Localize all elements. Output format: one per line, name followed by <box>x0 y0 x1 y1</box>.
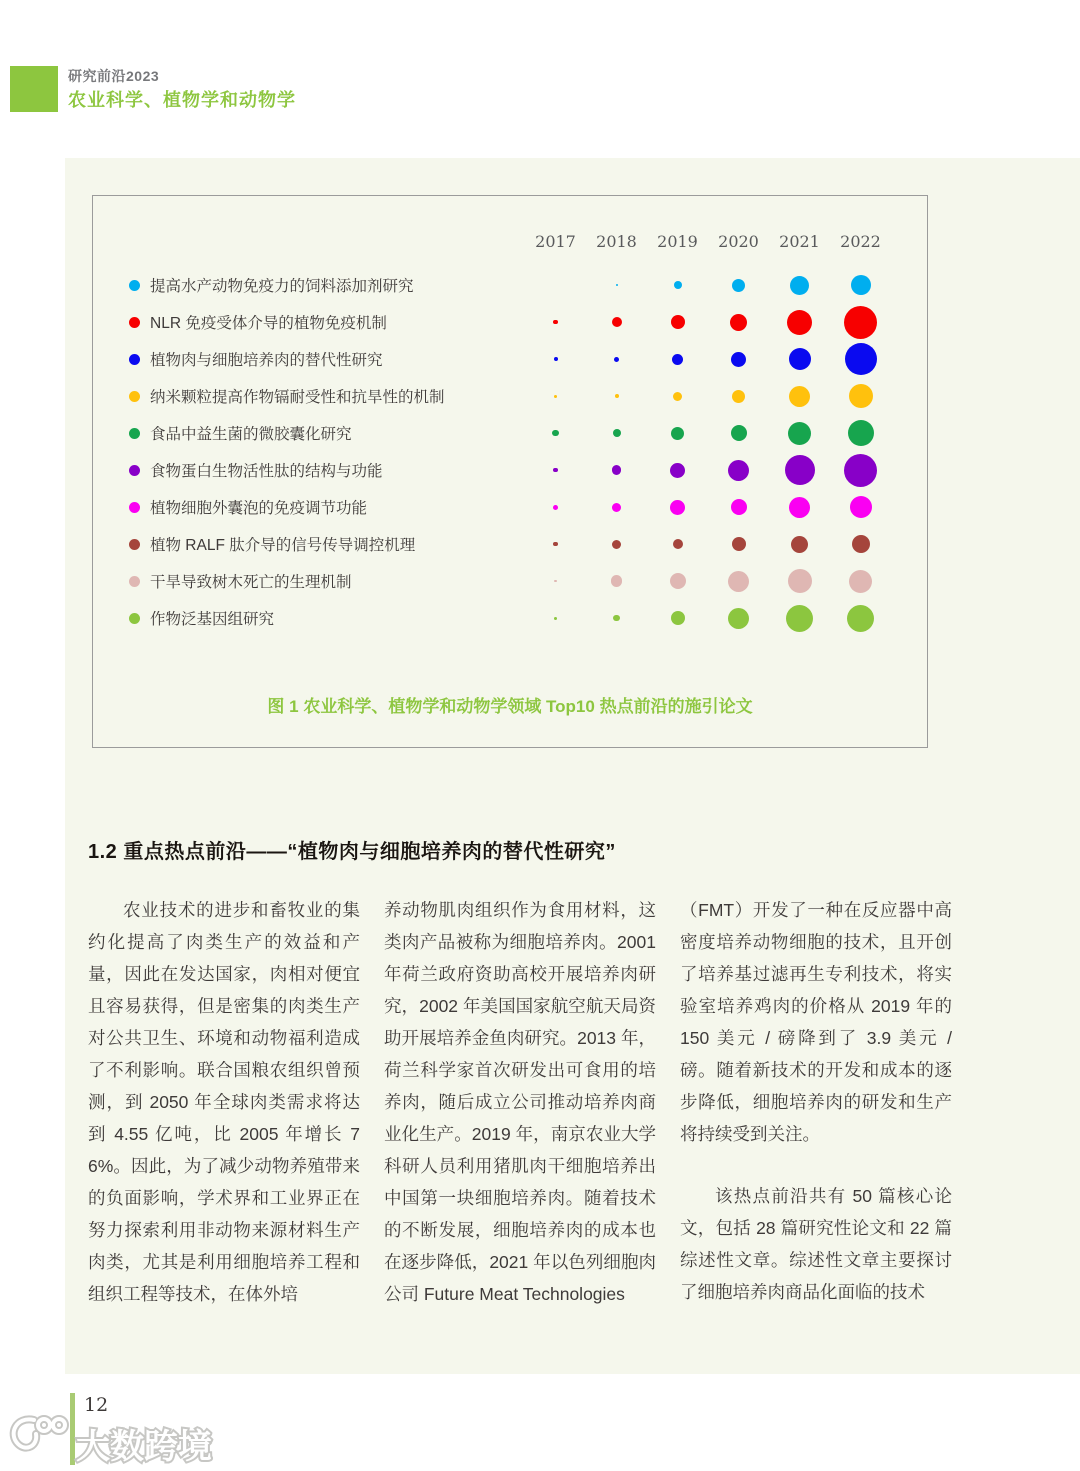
chart-topic-row <box>93 341 927 378</box>
topic-label: 纳米颗粒提高作物镉耐受性和抗旱性的机制 <box>150 389 445 406</box>
bubble-cell <box>708 563 769 600</box>
bubble <box>553 468 558 473</box>
bubble-cell <box>830 452 891 489</box>
legend-dot <box>129 354 140 365</box>
bubble-cell <box>525 563 586 600</box>
page-number: 12 <box>84 1394 109 1416</box>
legend-dot <box>129 576 140 587</box>
chart-topic-row <box>93 600 927 637</box>
chart-topic-row <box>93 452 927 489</box>
bubble-cell <box>525 378 586 415</box>
chart-topic-row <box>93 415 927 452</box>
topic-label: 植物 RALF 肽介导的信号传导调控机理 <box>150 537 416 554</box>
bubble <box>673 392 682 401</box>
bubble-cell <box>525 415 586 452</box>
body-column-1 <box>88 894 360 1310</box>
bubble <box>614 357 619 362</box>
bubble <box>786 605 813 632</box>
topic-label: 食物蛋白生物活性肽的结构与功能 <box>150 463 383 480</box>
bubble <box>788 422 811 445</box>
bubble <box>852 535 870 553</box>
bubble <box>670 573 686 589</box>
bubble-cell <box>708 378 769 415</box>
paragraph: （FMT）开发了一种在反应器中高密度培养动物细胞的技术，且开创了培养基过滤再生专利技术，将实验室培养鸡肉的价格从 2019 年的 150 美元 / 磅降到了 3.9 美元 / 磅。随着新技术的开发和成本的逐步降低，细胞培养肉的研发和生产将持续受到关注。 <box>680 900 952 1144</box>
paragraph: 农业技术的进步和畜牧业的集约化提高了肉类生产的效益和产量，因此在发达国家，肉相对便宜且容易获得，但是密集的肉类生产对公共卫生、环境和动物福利造成了不利影响。联合国粮农组织曾预测，到 2050 年全球肉类需求将达到 4.55 亿吨，比 2005 年增长 76%。因此，为了减少动物养殖带来的负面影响，学术界和工业界正在努力探索利用非动物来源材料生产肉类，尤其是利用细胞培养工程和组织工程等技术，在体外培 <box>88 900 360 1304</box>
chart-caption: 图 1 农业科学、植物学和动物学领域 Top10 热点前沿的施引论文 <box>267 697 753 716</box>
bubble-cell <box>586 341 647 378</box>
bubble <box>671 611 685 625</box>
body-columns <box>88 894 952 1310</box>
bubble <box>613 429 621 437</box>
paragraph: 养动物肌肉组织作为食用材料，这类肉产品被称为细胞培养肉。2001 年荷兰政府资助高校开展培养肉研究，2002 年美国国家航空航天局资助开展培养金鱼肉研究。2013 年，荷兰科学家首次研发出可食用的培养肉，随后成立公司推动培养肉商业化生产。2019 年，南京农业大学科研人员利用猪肌肉干细胞培养出中国第一块细胞培养肉。随着技术的不断发展，细胞培养肉的成本也在逐步降低，2021 年以色列细胞肉公司 Future Meat Technologies <box>384 900 656 1304</box>
bubble-cells <box>525 304 891 341</box>
bubble-cell <box>525 600 586 637</box>
legend-dot <box>129 391 140 402</box>
bubble-cell <box>830 415 891 452</box>
bubble <box>732 390 745 403</box>
header-kicker: 研究前沿2023 <box>68 68 160 84</box>
bubble <box>616 284 618 286</box>
bubble-cell <box>830 341 891 378</box>
bubble <box>732 279 745 292</box>
bubble-cell <box>647 489 708 526</box>
legend-dot <box>129 317 140 328</box>
bubble-cell <box>525 267 586 304</box>
bubble-cells <box>525 600 891 637</box>
bubble-cell <box>708 526 769 563</box>
bubble-cell <box>769 452 830 489</box>
bubble <box>844 306 877 339</box>
bubble-cell <box>830 489 891 526</box>
bubble <box>731 352 746 367</box>
bubble <box>849 570 872 593</box>
bubble-cell <box>830 378 891 415</box>
bubble-cell <box>769 526 830 563</box>
bubble-cell <box>647 341 708 378</box>
bubble <box>850 496 872 518</box>
topic-label: 干旱导致树木死亡的生理机制 <box>150 574 352 591</box>
bubble-cell <box>586 267 647 304</box>
bubble-cells <box>525 563 891 600</box>
topic-label: 食品中益生菌的微胶囊化研究 <box>150 426 352 443</box>
bubble-cell <box>586 452 647 489</box>
bubble-cell <box>586 304 647 341</box>
bubble-cell <box>647 526 708 563</box>
bubble-cell <box>830 563 891 600</box>
year-label: 2021 <box>779 232 820 251</box>
topic-label: 提高水产动物免疫力的饲料添加剂研究 <box>150 278 414 295</box>
bubble <box>611 575 623 587</box>
bubble-cell <box>525 341 586 378</box>
bubble <box>554 395 557 398</box>
legend-dot <box>129 502 140 513</box>
bubble <box>553 542 558 547</box>
legend-dot <box>129 428 140 439</box>
topic-label: 植物肉与细胞培养肉的替代性研究 <box>150 352 383 369</box>
bubble <box>732 537 746 551</box>
bubble-cell <box>769 378 830 415</box>
bubble-cells <box>525 378 891 415</box>
bubble-cell <box>525 489 586 526</box>
bubble-cell <box>708 452 769 489</box>
bubble <box>851 275 871 295</box>
watermark-logo-icon <box>4 1412 254 1466</box>
bubble-cell <box>647 415 708 452</box>
bubble <box>790 276 809 295</box>
bubble <box>731 499 747 515</box>
topic-label: NLR 免疫受体介导的植物免疫机制 <box>150 315 387 332</box>
bubble <box>671 427 684 440</box>
bubble-cell <box>586 415 647 452</box>
bubble <box>788 569 812 593</box>
bubble-cell <box>769 341 830 378</box>
bubble-cell <box>769 563 830 600</box>
bubble <box>612 540 621 549</box>
chart-topic-row <box>93 378 927 415</box>
legend-dot <box>129 613 140 624</box>
bubble <box>552 430 559 437</box>
bubble <box>789 497 810 518</box>
bubble-cells <box>525 489 891 526</box>
bubble-cells <box>525 267 891 304</box>
bubble-cell <box>586 600 647 637</box>
bubble-cell <box>586 378 647 415</box>
bubble-cells <box>525 526 891 563</box>
section-heading: 1.2 重点热点前沿——“植物肉与细胞培养肉的替代性研究” <box>88 841 616 863</box>
bubble <box>844 454 877 487</box>
bubble <box>553 320 558 325</box>
year-label: 2017 <box>535 232 576 251</box>
bubble <box>553 505 558 510</box>
bubble <box>849 384 873 408</box>
bubble <box>615 394 619 398</box>
year-label: 2018 <box>596 232 637 251</box>
bubble-cell <box>525 526 586 563</box>
bubble-cell <box>769 415 830 452</box>
bubble-cell <box>830 267 891 304</box>
year-label: 2019 <box>657 232 698 251</box>
bubble <box>789 386 810 407</box>
bubble <box>728 460 749 481</box>
bubble-cell <box>830 600 891 637</box>
body-column-2 <box>384 894 656 1310</box>
chart-topic-row <box>93 267 927 304</box>
watermark <box>4 1412 254 1471</box>
bubble <box>554 617 557 620</box>
bubble <box>612 465 622 475</box>
bubble-cell <box>647 304 708 341</box>
header-title: 农业科学、植物学和动物学 <box>68 90 296 110</box>
bubble-cell <box>708 304 769 341</box>
bubble <box>554 580 557 583</box>
bubble <box>787 310 812 335</box>
chart-years-row <box>525 232 891 251</box>
chart-topic-row <box>93 489 927 526</box>
bubble <box>847 605 874 632</box>
bubble-cells <box>525 341 891 378</box>
bubble-cell <box>586 563 647 600</box>
legend-dot <box>129 465 140 476</box>
bubble <box>845 343 877 375</box>
year-label: 2020 <box>718 232 759 251</box>
bubble-cell <box>708 267 769 304</box>
bubble-cell <box>647 452 708 489</box>
bubble-cell <box>647 600 708 637</box>
bubble-cell <box>708 600 769 637</box>
bubble-chart-figure <box>92 195 928 748</box>
bubble <box>791 536 808 553</box>
bubble-cell <box>769 489 830 526</box>
bubble <box>671 315 685 329</box>
chart-topic-row <box>93 304 927 341</box>
bubble <box>554 357 558 361</box>
bubble <box>672 354 683 365</box>
bubble <box>612 503 621 512</box>
topic-label: 作物泛基因组研究 <box>150 611 275 628</box>
brand-square <box>10 66 58 112</box>
bubble-cell <box>525 452 586 489</box>
bubble-cells <box>525 415 891 452</box>
bubble <box>730 314 747 331</box>
bubble-cells <box>525 452 891 489</box>
legend-dot <box>129 280 140 291</box>
year-label: 2022 <box>840 232 881 251</box>
topic-label: 植物细胞外囊泡的免疫调节功能 <box>150 500 368 517</box>
bubble <box>848 420 874 446</box>
bubble <box>789 348 811 370</box>
chart-topic-row <box>93 526 927 563</box>
bubble-cell <box>647 267 708 304</box>
bubble-cell <box>647 378 708 415</box>
bubble-cell <box>586 526 647 563</box>
body-column-3 <box>680 894 952 1310</box>
chart-topic-row <box>93 563 927 600</box>
bubble-cell <box>647 563 708 600</box>
bubble-cell <box>830 526 891 563</box>
bubble <box>670 463 685 478</box>
bubble-cell <box>769 267 830 304</box>
bubble-cell <box>769 600 830 637</box>
bubble <box>673 539 683 549</box>
bubble-cell <box>708 341 769 378</box>
bubble <box>728 571 749 592</box>
bubble-cell <box>708 489 769 526</box>
bubble-cell <box>830 304 891 341</box>
bubble-cell <box>708 415 769 452</box>
watermark-text: 大数跨境 <box>76 1428 212 1466</box>
bubble <box>612 317 622 327</box>
bubble-cell <box>769 304 830 341</box>
bubble <box>670 500 685 515</box>
paragraph: 该热点前沿共有 50 篇核心论文，包括 28 篇研究性论文和 22 篇综述性文章。综述性文章主要探讨了细胞培养肉商品化面临的技术 <box>680 1186 952 1302</box>
bubble <box>674 281 682 289</box>
bubble-cell <box>525 304 586 341</box>
legend-dot <box>129 539 140 550</box>
bubble <box>728 608 749 629</box>
bubble <box>731 425 747 441</box>
bubble-cell <box>586 489 647 526</box>
bubble <box>785 455 815 485</box>
bubble <box>613 615 620 622</box>
